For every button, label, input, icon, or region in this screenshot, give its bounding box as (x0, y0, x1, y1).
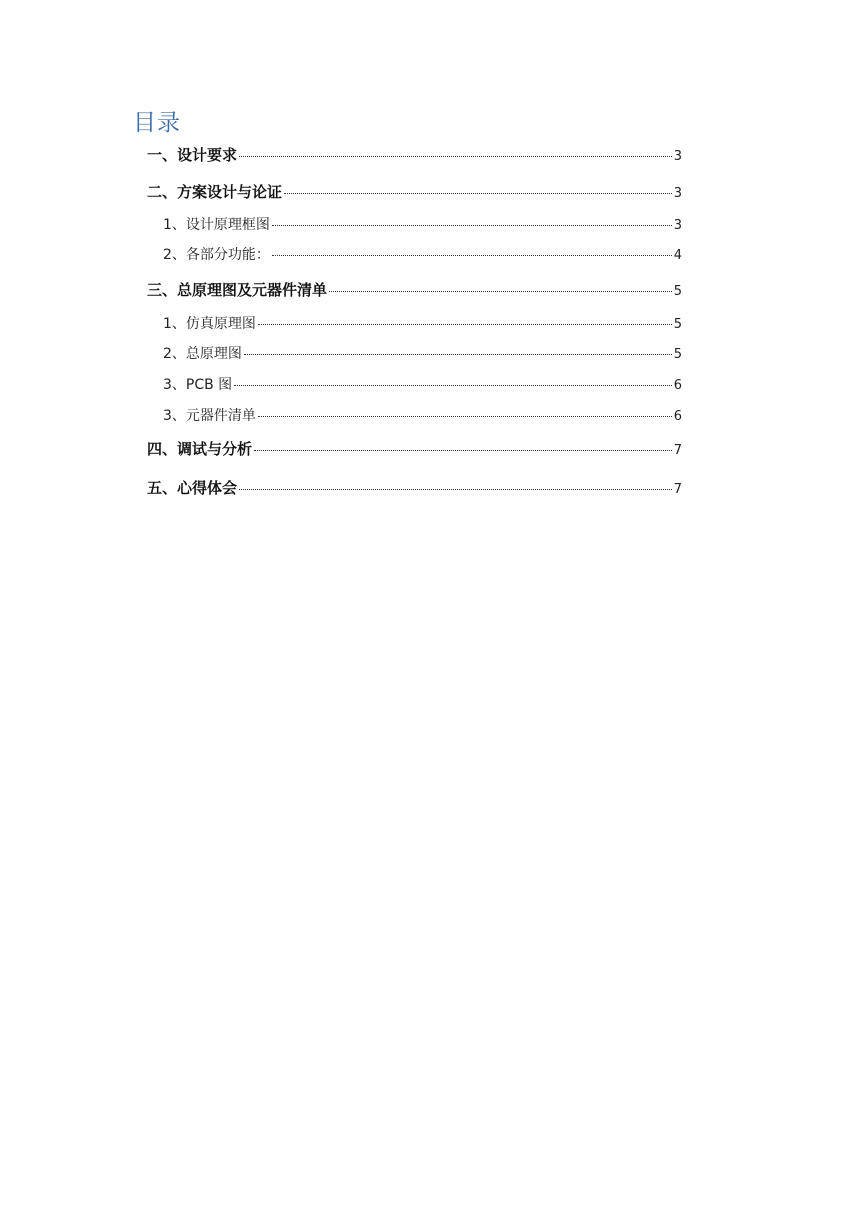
toc-leader-dots (272, 255, 672, 256)
toc-page-number: 3 (673, 149, 682, 164)
toc-leader-dots (239, 489, 672, 490)
toc-leader-dots (258, 416, 672, 417)
toc-leader-dots (239, 156, 672, 157)
toc-page-number: 6 (673, 409, 682, 424)
table-of-contents (0, 0, 868, 600)
toc-entry-scheme-design[interactable] (147, 181, 682, 202)
toc-page-number: 5 (673, 317, 682, 332)
toc-page-number: 5 (673, 347, 682, 362)
toc-entry-debug-analysis[interactable] (147, 438, 682, 459)
toc-leader-dots (284, 193, 672, 194)
toc-page-number: 7 (673, 482, 682, 497)
toc-entry-label: 一、设计要求 (147, 146, 238, 164)
toc-leader-dots (272, 225, 672, 226)
toc-page-number: 3 (673, 186, 682, 201)
toc-entry-bom[interactable] (163, 405, 682, 425)
toc-entry-label: 1、仿真原理图 (163, 316, 256, 332)
toc-leader-dots (329, 291, 672, 292)
toc-page-number: 3 (673, 218, 682, 233)
toc-entry-label: 3、元器件清单 (163, 408, 256, 424)
toc-entry-schematic-and-bom[interactable] (147, 279, 682, 300)
toc-page-number: 4 (673, 248, 682, 263)
toc-entry-pcb[interactable] (163, 374, 682, 394)
toc-entry-block-diagram[interactable] (163, 214, 682, 234)
toc-leader-dots (254, 450, 672, 451)
toc-leader-dots (244, 354, 672, 355)
toc-entry-label: 3、PCB 图 (163, 377, 233, 393)
toc-entry-label: 五、心得体会 (147, 479, 238, 497)
toc-leader-dots (258, 324, 672, 325)
toc-entry-label: 三、总原理图及元器件清单 (147, 281, 328, 299)
toc-entry-overall-schematic[interactable] (163, 343, 682, 363)
toc-entry-label: 1、设计原理框图 (163, 217, 270, 233)
toc-entry-functions[interactable] (163, 244, 682, 264)
toc-page-number: 6 (673, 378, 682, 393)
toc-entry-simulation-schematic[interactable] (163, 313, 682, 333)
toc-entry-design-requirements[interactable] (147, 144, 682, 165)
toc-title: 目录 (133, 110, 181, 136)
toc-page-number: 7 (673, 443, 682, 458)
toc-entry-label: 二、方案设计与论证 (147, 183, 283, 201)
toc-entry-label: 2、总原理图 (163, 346, 242, 362)
toc-page-number: 5 (673, 284, 682, 299)
toc-entry-reflections[interactable] (147, 477, 682, 498)
toc-entry-label: 2、各部分功能： (163, 247, 270, 263)
toc-entry-label: 四、调试与分析 (147, 440, 253, 458)
toc-leader-dots (234, 385, 672, 386)
